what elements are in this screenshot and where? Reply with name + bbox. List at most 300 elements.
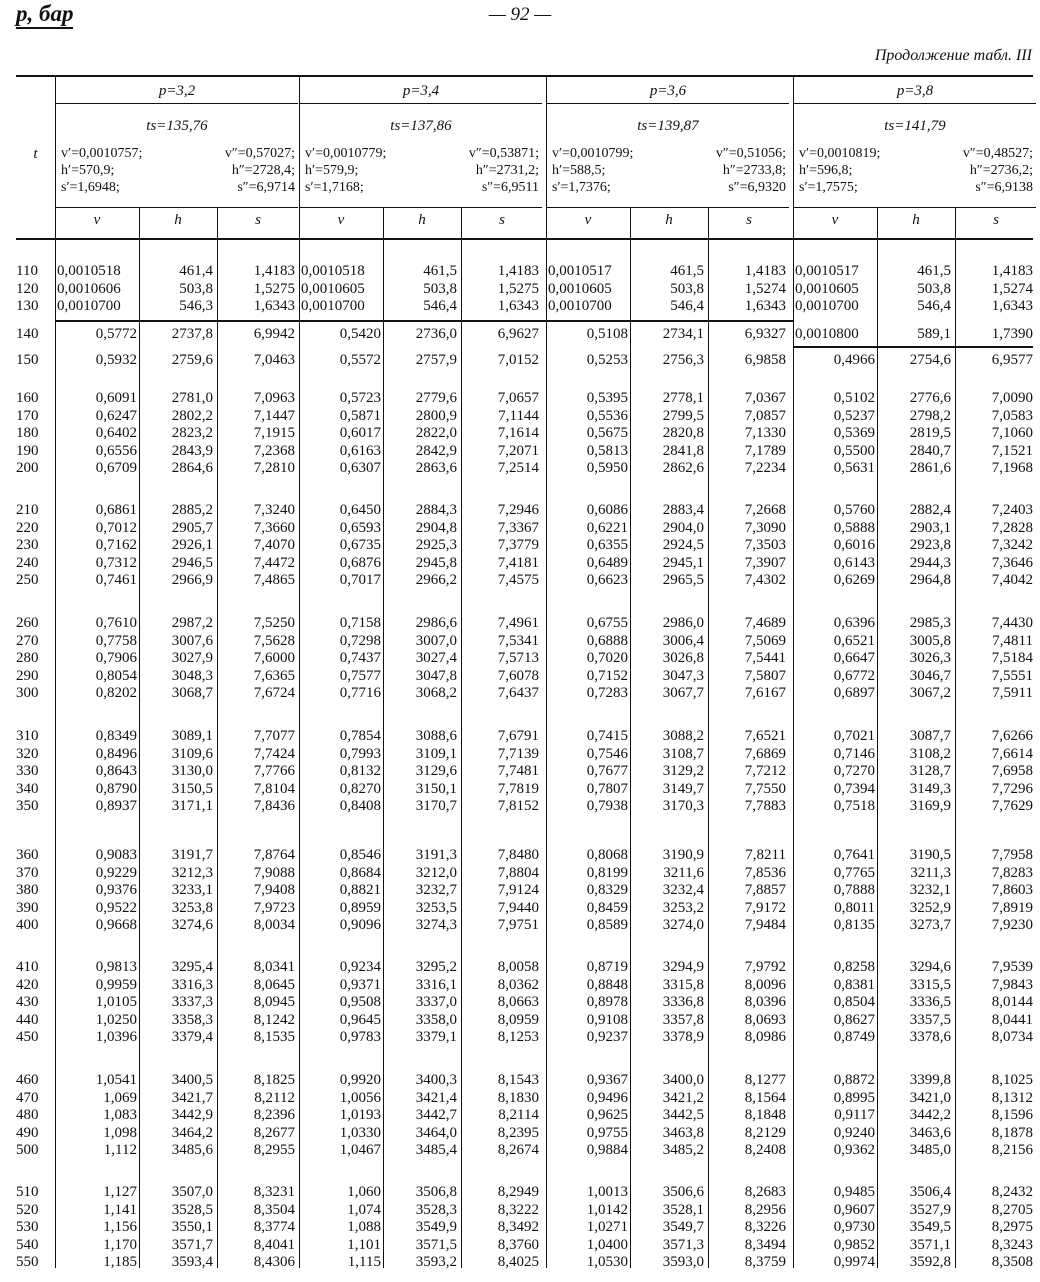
v-value: 0,6897: [833, 685, 875, 702]
v-value: 0,9237: [586, 1029, 628, 1046]
s-value: 7,9484: [744, 917, 786, 934]
h-value: 3088,2: [662, 728, 704, 744]
s-value: 7,8804: [497, 864, 539, 881]
h-value: 3400,5: [171, 1072, 213, 1088]
s-value: 8,0341: [253, 959, 295, 975]
v-value: 0,6163: [339, 442, 381, 459]
s-value: 8,2975: [991, 1219, 1033, 1236]
s-value: 7,6958: [991, 763, 1033, 780]
h-value: 503,8: [670, 280, 704, 297]
h-value: 3211,3: [910, 864, 951, 881]
h-value: 3048,3: [171, 667, 213, 684]
v-value: 0,8546: [339, 847, 381, 863]
t-header: t: [33, 146, 38, 162]
v-value: 1,0193: [339, 1107, 381, 1124]
saturated-values-right: v″=0,51056; h″=2733,8; s″=6,9320: [715, 146, 786, 195]
v-value: 0,5536: [586, 407, 628, 424]
v-value: 0,7146: [833, 745, 875, 762]
sub-divider: [461, 208, 462, 1268]
v-value: 1,0250: [95, 1011, 137, 1028]
v-value: 0,6772: [833, 667, 875, 684]
s-value: 8,2129: [744, 1124, 786, 1141]
column-header-s: s: [993, 212, 999, 228]
v-value: 0,7938: [586, 798, 628, 815]
h-value: 3150,1: [415, 780, 457, 797]
s-value: 8,1878: [991, 1124, 1033, 1141]
v-value: 0,8504: [833, 994, 875, 1011]
v-value: 0,9813: [95, 959, 137, 975]
v-value: 1,156: [103, 1219, 137, 1236]
s-value: 1,5275: [497, 280, 539, 297]
block-divider: [793, 76, 794, 1268]
v-value: 0,7677: [586, 763, 628, 780]
v-value: 0,7546: [586, 745, 628, 762]
saturated-values-right: v″=0,57027; h″=2728,4; s″=6,9714: [224, 146, 295, 195]
temperature-cell: 520: [16, 1201, 39, 1218]
h-value: 2823,2: [171, 425, 213, 442]
v-value: 0,8872: [833, 1072, 875, 1088]
temperature-cell: 470: [16, 1089, 39, 1106]
h-value: 3047,3: [662, 667, 704, 684]
s-value: 7,4070: [253, 537, 295, 554]
h-value: 2736,0: [415, 326, 457, 342]
v-value: 0,0010700: [548, 298, 612, 315]
s-value: 7,8104: [253, 780, 295, 797]
column-header-v: v: [584, 212, 592, 228]
h-value: 2945,1: [662, 554, 704, 571]
h-value: 2822,0: [415, 425, 457, 442]
v-value: 0,5108: [586, 326, 628, 342]
h-value: 3337,0: [415, 994, 457, 1011]
v-value: 0,5772: [95, 326, 137, 342]
h-value: 2966,2: [415, 572, 457, 589]
s-value: 7,9440: [497, 899, 539, 916]
h-value: 3108,7: [662, 745, 704, 762]
h-value: 2864,6: [171, 460, 213, 477]
h-value: 2759,6: [171, 352, 213, 368]
temperature-cell: 170: [16, 407, 39, 424]
s-value: 7,5250: [253, 615, 295, 631]
h-value: 2862,6: [662, 460, 704, 477]
temperature-cell: 450: [16, 1029, 39, 1046]
v-value: 0,9496: [586, 1089, 628, 1106]
table-top-rule: [16, 75, 1033, 77]
h-value: 3169,9: [909, 798, 951, 815]
s-value: 8,4025: [497, 1254, 539, 1271]
v-value: 0,0010518: [301, 263, 365, 279]
s-value: 8,3492: [497, 1219, 539, 1236]
s-value: 7,6791: [497, 728, 539, 744]
h-value: 3068,7: [171, 685, 213, 702]
v-value: 0,5500: [833, 442, 875, 459]
h-value: 3549,9: [415, 1219, 457, 1236]
s-value: 7,9172: [744, 899, 786, 916]
s-value: 7,3090: [744, 519, 786, 536]
v-value: 0,7888: [833, 882, 875, 899]
h-value: 3379,1: [415, 1029, 457, 1046]
s-value: 8,0645: [253, 976, 295, 993]
v-value: 0,9371: [339, 976, 381, 993]
s-value: 7,6365: [253, 667, 295, 684]
temperature-cell: 370: [16, 864, 39, 881]
h-value: 3485,0: [909, 1142, 951, 1159]
h-value: 3358,3: [171, 1011, 213, 1028]
saturated-values-left: v′=0,0010799; h′=588,5; s′=1,7376;: [552, 146, 634, 195]
h-value: 3026,8: [662, 650, 704, 667]
h-value: 3027,4: [415, 650, 457, 667]
s-value: 8,2432: [991, 1184, 1033, 1200]
v-value: 0,5813: [586, 442, 628, 459]
s-value: 8,4041: [253, 1236, 295, 1253]
pressure-rule: [547, 103, 789, 104]
pressure-header: p=3,2: [158, 83, 196, 99]
s-value: 7,2234: [744, 460, 786, 477]
v-value: 0,9240: [833, 1124, 875, 1141]
v-value: 0,6269: [833, 572, 875, 589]
s-value: 7,9539: [991, 959, 1033, 975]
s-value: 7,5628: [253, 632, 295, 649]
v-value: 0,7283: [586, 685, 628, 702]
header-bottom-rule: [16, 238, 1033, 240]
s-value: 7,8603: [991, 882, 1033, 899]
v-value: 1,0142: [586, 1201, 628, 1218]
v-value: 0,6247: [95, 407, 137, 424]
s-value: 8,0441: [991, 1011, 1033, 1028]
saturated-values-right: v″=0,53871; h″=2731,2; s″=6,9511: [468, 146, 539, 195]
s-value: 7,9088: [253, 864, 295, 881]
temperature-cell: 420: [16, 976, 39, 993]
v-value: 0,9108: [586, 1011, 628, 1028]
h-value: 2926,1: [171, 537, 213, 554]
temperature-cell: 150: [16, 352, 39, 368]
page-number: — 92 —: [488, 4, 552, 25]
s-value: 7,9230: [991, 917, 1033, 934]
column-header-v: v: [93, 212, 101, 228]
v-value: 0,0010517: [548, 263, 612, 279]
v-value: 1,101: [347, 1236, 381, 1253]
temperature-cell: 270: [16, 632, 39, 649]
v-value: 0,7162: [95, 537, 137, 554]
s-value: 7,8211: [745, 847, 786, 863]
h-value: 2802,2: [171, 407, 213, 424]
h-value: 546,4: [423, 298, 457, 315]
s-value: 6,9327: [744, 326, 786, 342]
h-value: 3442,2: [909, 1107, 951, 1124]
h-value: 3528,5: [171, 1201, 213, 1218]
v-value: 0,7518: [833, 798, 875, 815]
v-value: 1,0271: [586, 1219, 628, 1236]
temperature-cell: 430: [16, 994, 39, 1011]
s-value: 8,0096: [744, 976, 786, 993]
v-value: 1,127: [103, 1184, 137, 1200]
v-value: 0,6221: [586, 519, 628, 536]
h-value: 3378,9: [662, 1029, 704, 1046]
h-value: 3378,6: [909, 1029, 951, 1046]
v-value: 0,8684: [339, 864, 381, 881]
pressure-header: p=3,6: [649, 83, 687, 99]
s-value: 7,3503: [744, 537, 786, 554]
h-value: 2923,8: [909, 537, 951, 554]
s-value: 7,4811: [992, 632, 1033, 649]
s-value: 8,1312: [991, 1089, 1033, 1106]
pressure-rule: [56, 103, 298, 104]
h-value: 2819,5: [909, 425, 951, 442]
v-value: 0,9783: [339, 1029, 381, 1046]
s-value: 7,7077: [253, 728, 295, 744]
s-value: 7,5911: [992, 685, 1033, 702]
s-value: 7,2403: [991, 502, 1033, 518]
s-value: 8,0034: [253, 917, 295, 934]
h-value: 3295,2: [415, 959, 457, 975]
h-value: 3357,8: [662, 1011, 704, 1028]
s-value: 7,5184: [991, 650, 1033, 667]
v-value: 0,5395: [586, 390, 628, 406]
temperature-cell: 380: [16, 882, 39, 899]
s-value: 8,4306: [253, 1254, 295, 1271]
saturation-temperature: ts=141,79: [884, 118, 946, 134]
temperature-cell: 510: [16, 1184, 39, 1200]
temperature-cell: 220: [16, 519, 39, 536]
v-value: 0,8719: [586, 959, 628, 975]
v-value: 0,7461: [95, 572, 137, 589]
s-value: 8,3494: [744, 1236, 786, 1253]
v-value: 0,7017: [339, 572, 381, 589]
h-value: 3108,2: [909, 745, 951, 762]
h-value: 3399,8: [909, 1072, 951, 1088]
s-value: 7,4181: [497, 554, 539, 571]
s-value: 7,0367: [744, 390, 786, 406]
s-value: 7,2810: [253, 460, 295, 477]
h-value: 3528,1: [662, 1201, 704, 1218]
s-value: 7,5069: [744, 632, 786, 649]
temperature-cell: 390: [16, 899, 39, 916]
column-header-v: v: [337, 212, 345, 228]
temperature-cell: 480: [16, 1107, 39, 1124]
v-value: 0,0010605: [548, 280, 612, 297]
h-value: 2944,3: [909, 554, 951, 571]
h-value: 2756,3: [662, 352, 704, 368]
v-value: 0,7854: [339, 728, 381, 744]
s-value: 7,6869: [744, 745, 786, 762]
s-value: 7,9124: [497, 882, 539, 899]
v-value: 0,9229: [95, 864, 137, 881]
s-value: 7,6266: [991, 728, 1033, 744]
pressure-rule: [794, 103, 1036, 104]
h-value: 3129,6: [415, 763, 457, 780]
s-value: 7,8283: [991, 864, 1033, 881]
s-value: 7,4865: [253, 572, 295, 589]
v-value: 0,8848: [586, 976, 628, 993]
s-value: 6,9577: [991, 352, 1033, 368]
temperature-cell: 530: [16, 1219, 39, 1236]
temperature-cell: 180: [16, 425, 39, 442]
s-value: 8,1830: [497, 1089, 539, 1106]
s-value: 7,7958: [991, 847, 1033, 863]
h-value: 3507,0: [171, 1184, 213, 1200]
temperature-cell: 120: [16, 280, 39, 297]
s-value: 7,3367: [497, 519, 539, 536]
h-value: 3128,7: [909, 763, 951, 780]
v-value: 0,7610: [95, 615, 137, 631]
v-value: 0,7906: [95, 650, 137, 667]
sub-divider: [217, 208, 218, 1268]
v-value: 0,9508: [339, 994, 381, 1011]
v-value: 0,6086: [586, 502, 628, 518]
s-value: 7,8764: [253, 847, 295, 863]
h-value: 2861,6: [909, 460, 951, 477]
h-value: 3274,6: [171, 917, 213, 934]
h-value: 3150,5: [171, 780, 213, 797]
s-value: 7,2514: [497, 460, 539, 477]
s-value: 7,6521: [744, 728, 786, 744]
h-value: 3464,2: [171, 1124, 213, 1141]
v-value: 1,185: [103, 1254, 137, 1271]
s-value: 8,1025: [991, 1072, 1033, 1088]
h-value: 3253,8: [171, 899, 213, 916]
v-value: 0,5932: [95, 352, 137, 368]
s-value: 7,4302: [744, 572, 786, 589]
v-value: 0,8202: [95, 685, 137, 702]
temperature-cell: 160: [16, 390, 39, 406]
h-value: 3027,9: [171, 650, 213, 667]
v-value: 0,7021: [833, 728, 875, 744]
saturated-values-left: v′=0,0010819; h′=596,8; s′=1,7575;: [799, 146, 881, 195]
s-value: 8,0396: [744, 994, 786, 1011]
v-value: 0,9362: [833, 1142, 875, 1159]
v-value: 0,7152: [586, 667, 628, 684]
temperature-cell: 350: [16, 798, 39, 815]
v-value: 0,9376: [95, 882, 137, 899]
h-value: 3149,7: [662, 780, 704, 797]
s-value: 7,1968: [991, 460, 1033, 477]
h-value: 2800,9: [415, 407, 457, 424]
s-value: 1,5275: [253, 280, 295, 297]
h-value: 3087,7: [909, 728, 951, 744]
v-value: 1,088: [347, 1219, 381, 1236]
sub-divider: [877, 208, 878, 1268]
s-value: 7,5441: [744, 650, 786, 667]
v-value: 0,6521: [833, 632, 875, 649]
s-value: 7,4575: [497, 572, 539, 589]
temperature-cell: 320: [16, 745, 39, 762]
v-value: 0,7758: [95, 632, 137, 649]
t-column-divider: [55, 76, 56, 1268]
s-value: 7,4430: [991, 615, 1033, 631]
h-value: 2798,2: [909, 407, 951, 424]
saturated-values-left: v′=0,0010757; h′=570,9; s′=1,6948;: [61, 146, 143, 195]
h-value: 3506,8: [415, 1184, 457, 1200]
h-value: 2924,5: [662, 537, 704, 554]
h-value: 3253,2: [662, 899, 704, 916]
h-value: 3170,7: [415, 798, 457, 815]
h-value: 2925,3: [415, 537, 457, 554]
temperature-cell: 500: [16, 1142, 39, 1159]
v-value: 1,115: [347, 1254, 381, 1271]
v-value: 0,7993: [339, 745, 381, 762]
h-value: 3506,4: [909, 1184, 951, 1200]
h-value: 3170,3: [662, 798, 704, 815]
h-value: 3463,8: [662, 1124, 704, 1141]
s-value: 7,9843: [991, 976, 1033, 993]
s-value: 8,1242: [253, 1011, 295, 1028]
h-value: 2781,0: [171, 390, 213, 406]
s-value: 7,2668: [744, 502, 786, 518]
s-value: 6,9942: [253, 326, 295, 342]
v-value: 0,6402: [95, 425, 137, 442]
v-value: 0,6623: [586, 572, 628, 589]
h-value: 2966,9: [171, 572, 213, 589]
v-value: 0,5237: [833, 407, 875, 424]
saturated-values-left: v′=0,0010779; h′=579,9; s′=1,7168;: [305, 146, 387, 195]
s-value: 7,8436: [253, 798, 295, 815]
v-value: 0,7716: [339, 685, 381, 702]
s-value: 7,7883: [744, 798, 786, 815]
temperature-cell: 410: [16, 959, 39, 975]
h-value: 3593,0: [662, 1254, 704, 1271]
s-value: 7,4961: [497, 615, 539, 631]
s-value: 8,2396: [253, 1107, 295, 1124]
s-value: 7,0963: [253, 390, 295, 406]
v-value: 0,0010605: [795, 280, 859, 297]
s-value: 7,8152: [497, 798, 539, 815]
sub-divider: [139, 208, 140, 1268]
temperature-cell: 540: [16, 1236, 39, 1253]
h-value: 2964,8: [909, 572, 951, 589]
h-value: 3593,4: [171, 1254, 213, 1271]
s-value: 7,4042: [991, 572, 1033, 589]
h-value: 503,8: [423, 280, 457, 297]
h-value: 2840,7: [909, 442, 951, 459]
column-header-s: s: [255, 212, 261, 228]
v-value: 0,8959: [339, 899, 381, 916]
v-value: 1,069: [103, 1089, 137, 1106]
s-value: 7,8480: [497, 847, 539, 863]
v-value: 0,8135: [833, 917, 875, 934]
s-value: 7,2071: [497, 442, 539, 459]
s-value: 7,5341: [497, 632, 539, 649]
h-value: 3232,1: [909, 882, 951, 899]
s-value: 7,0657: [497, 390, 539, 406]
v-value: 0,6888: [586, 632, 628, 649]
s-value: 8,0986: [744, 1029, 786, 1046]
v-value: 0,5675: [586, 425, 628, 442]
v-value: 0,7765: [833, 864, 875, 881]
s-value: 8,1543: [497, 1072, 539, 1088]
s-value: 7,9723: [253, 899, 295, 916]
v-value: 1,112: [103, 1142, 137, 1159]
v-value: 0,7270: [833, 763, 875, 780]
h-value: 3212,0: [415, 864, 457, 881]
saturation-temperature: ts=137,86: [390, 118, 452, 134]
v-value: 0,8054: [95, 667, 137, 684]
temperature-cell: 250: [16, 572, 39, 589]
s-value: 8,1825: [253, 1072, 295, 1088]
s-value: 8,3774: [253, 1219, 295, 1236]
s-value: 7,6614: [991, 745, 1033, 762]
s-value: 8,3508: [991, 1254, 1033, 1271]
s-value: 8,2112: [254, 1089, 295, 1106]
h-value: 3294,9: [662, 959, 704, 975]
s-value: 8,1848: [744, 1107, 786, 1124]
v-value: 0,5950: [586, 460, 628, 477]
s-value: 1,4183: [253, 263, 295, 279]
v-value: 0,7641: [833, 847, 875, 863]
v-value: 0,8589: [586, 917, 628, 934]
column-header-s: s: [746, 212, 752, 228]
v-value: 1,074: [347, 1201, 381, 1218]
s-value: 8,1564: [744, 1089, 786, 1106]
h-value: 3358,0: [415, 1011, 457, 1028]
